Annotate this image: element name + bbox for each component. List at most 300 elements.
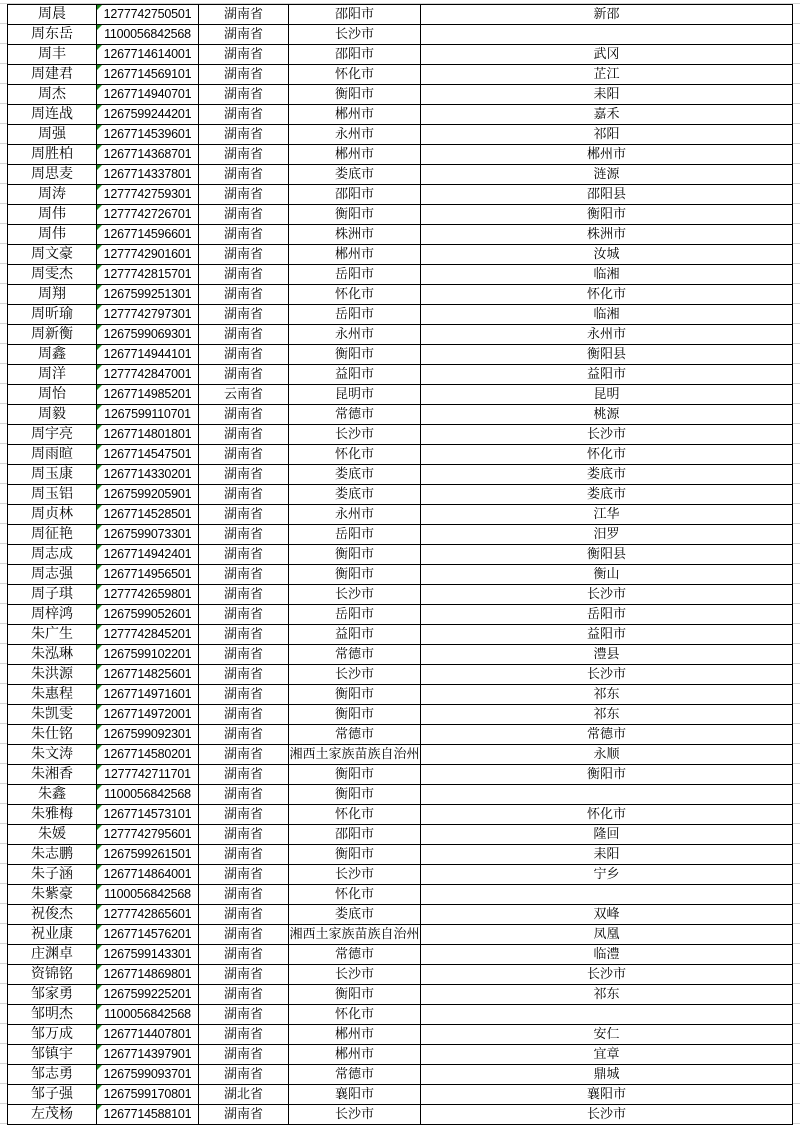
county-cell[interactable]: 郴州市 bbox=[421, 145, 793, 165]
name-cell[interactable]: 周涛 bbox=[8, 185, 97, 205]
county-cell[interactable]: 宁乡 bbox=[421, 865, 793, 885]
name-cell[interactable]: 周丰 bbox=[8, 45, 97, 65]
name-cell[interactable]: 周强 bbox=[8, 125, 97, 145]
id-cell[interactable]: 1277742847001 bbox=[97, 365, 199, 385]
name-cell[interactable]: 周志强 bbox=[8, 565, 97, 585]
city-cell[interactable]: 衡阳市 bbox=[289, 85, 421, 105]
id-cell[interactable]: 1267714368701 bbox=[97, 145, 199, 165]
county-cell[interactable]: 襄阳市 bbox=[421, 1085, 793, 1105]
id-cell[interactable]: 1267714971601 bbox=[97, 685, 199, 705]
province-cell[interactable]: 湖南省 bbox=[199, 265, 289, 285]
name-cell[interactable]: 朱仕铭 bbox=[8, 725, 97, 745]
name-cell[interactable]: 周文豪 bbox=[8, 245, 97, 265]
province-cell[interactable]: 湖南省 bbox=[199, 425, 289, 445]
name-cell[interactable]: 邹万成 bbox=[8, 1025, 97, 1045]
table-row bbox=[8, 965, 793, 985]
id-cell[interactable]: 1267714539601 bbox=[97, 125, 199, 145]
county-cell[interactable]: 长沙市 bbox=[421, 585, 793, 605]
name-cell[interactable]: 周晨 bbox=[8, 5, 97, 25]
name-cell[interactable]: 左茂杨 bbox=[8, 1105, 97, 1125]
city-cell[interactable]: 岳阳市 bbox=[289, 305, 421, 325]
id-cell[interactable]: 1277742797301 bbox=[97, 305, 199, 325]
id-cell[interactable]: 1267714956501 bbox=[97, 565, 199, 585]
name-cell[interactable]: 朱广生 bbox=[8, 625, 97, 645]
name-cell[interactable]: 周玉铝 bbox=[8, 485, 97, 505]
province-cell[interactable]: 湖南省 bbox=[199, 1005, 289, 1025]
id-cell[interactable]: 1267599092301 bbox=[97, 725, 199, 745]
province-cell[interactable]: 湖南省 bbox=[199, 605, 289, 625]
name-cell[interactable]: 周连战 bbox=[8, 105, 97, 125]
id-cell[interactable]: 1267599093701 bbox=[97, 1065, 199, 1085]
table-row bbox=[8, 125, 793, 145]
id-cell[interactable]: 1277742815701 bbox=[97, 265, 199, 285]
province-cell[interactable]: 湖南省 bbox=[199, 745, 289, 765]
city-cell[interactable]: 娄底市 bbox=[289, 905, 421, 925]
name-cell[interactable]: 周建君 bbox=[8, 65, 97, 85]
province-cell[interactable]: 湖南省 bbox=[199, 525, 289, 545]
province-cell[interactable]: 湖南省 bbox=[199, 765, 289, 785]
province-cell[interactable]: 湖南省 bbox=[199, 705, 289, 725]
province-cell[interactable]: 湖南省 bbox=[199, 105, 289, 125]
city-cell[interactable]: 永州市 bbox=[289, 125, 421, 145]
county-cell[interactable]: 芷江 bbox=[421, 65, 793, 85]
province-cell[interactable]: 湖南省 bbox=[199, 665, 289, 685]
name-cell[interactable]: 周征艳 bbox=[8, 525, 97, 545]
id-cell[interactable]: 1277742865601 bbox=[97, 905, 199, 925]
name-cell[interactable]: 周新衡 bbox=[8, 325, 97, 345]
city-cell[interactable]: 益阳市 bbox=[289, 365, 421, 385]
province-cell[interactable]: 湖南省 bbox=[199, 685, 289, 705]
city-cell[interactable]: 常德市 bbox=[289, 725, 421, 745]
county-cell[interactable]: 涟源 bbox=[421, 165, 793, 185]
name-cell[interactable]: 朱泓琳 bbox=[8, 645, 97, 665]
province-cell[interactable]: 湖南省 bbox=[199, 1045, 289, 1065]
city-cell[interactable]: 长沙市 bbox=[289, 585, 421, 605]
city-cell[interactable]: 长沙市 bbox=[289, 25, 421, 45]
city-cell[interactable]: 襄阳市 bbox=[289, 1085, 421, 1105]
province-cell[interactable]: 湖南省 bbox=[199, 585, 289, 605]
city-cell[interactable]: 衡阳市 bbox=[289, 205, 421, 225]
id-cell[interactable]: 1267599251301 bbox=[97, 285, 199, 305]
city-cell[interactable]: 长沙市 bbox=[289, 865, 421, 885]
province-cell[interactable]: 湖南省 bbox=[199, 625, 289, 645]
county-cell[interactable] bbox=[421, 885, 793, 905]
name-cell[interactable]: 邹子强 bbox=[8, 1085, 97, 1105]
id-cell[interactable]: 1267714588101 bbox=[97, 1105, 199, 1125]
id-cell[interactable]: 1267599073301 bbox=[97, 525, 199, 545]
name-cell[interactable]: 周伟 bbox=[8, 225, 97, 245]
county-cell[interactable]: 临澧 bbox=[421, 945, 793, 965]
province-cell[interactable]: 湖南省 bbox=[199, 1065, 289, 1085]
county-cell[interactable]: 祁阳 bbox=[421, 125, 793, 145]
id-cell[interactable]: 1277742845201 bbox=[97, 625, 199, 645]
name-cell[interactable]: 周昕瑜 bbox=[8, 305, 97, 325]
county-cell[interactable]: 常德市 bbox=[421, 725, 793, 745]
id-cell[interactable]: 1267714942401 bbox=[97, 545, 199, 565]
name-cell[interactable]: 朱媛 bbox=[8, 825, 97, 845]
county-cell[interactable]: 怀化市 bbox=[421, 285, 793, 305]
county-cell[interactable]: 鼎城 bbox=[421, 1065, 793, 1085]
name-cell[interactable]: 朱凯雯 bbox=[8, 705, 97, 725]
city-cell[interactable]: 长沙市 bbox=[289, 665, 421, 685]
province-cell[interactable]: 湖南省 bbox=[199, 1025, 289, 1045]
county-cell[interactable]: 临湘 bbox=[421, 305, 793, 325]
id-cell[interactable]: 1267714614001 bbox=[97, 45, 199, 65]
city-cell[interactable]: 衡阳市 bbox=[289, 685, 421, 705]
county-cell[interactable]: 衡阳县 bbox=[421, 545, 793, 565]
province-cell[interactable]: 湖南省 bbox=[199, 805, 289, 825]
county-cell[interactable]: 益阳市 bbox=[421, 365, 793, 385]
province-cell[interactable]: 云南省 bbox=[199, 385, 289, 405]
city-cell[interactable]: 株洲市 bbox=[289, 225, 421, 245]
province-cell[interactable]: 湖南省 bbox=[199, 325, 289, 345]
county-cell[interactable]: 澧县 bbox=[421, 645, 793, 665]
name-cell[interactable]: 周鑫 bbox=[8, 345, 97, 365]
province-cell[interactable]: 湖南省 bbox=[199, 945, 289, 965]
table-row bbox=[8, 645, 793, 665]
name-cell[interactable]: 周玉康 bbox=[8, 465, 97, 485]
table-row bbox=[8, 945, 793, 965]
table-row bbox=[8, 45, 793, 65]
county-cell[interactable]: 株洲市 bbox=[421, 225, 793, 245]
province-cell[interactable]: 湖南省 bbox=[199, 1105, 289, 1125]
province-cell[interactable]: 湖南省 bbox=[199, 345, 289, 365]
province-cell[interactable]: 湖南省 bbox=[199, 725, 289, 745]
county-cell[interactable]: 祁东 bbox=[421, 705, 793, 725]
province-cell[interactable]: 湖南省 bbox=[199, 45, 289, 65]
province-cell[interactable]: 湖南省 bbox=[199, 165, 289, 185]
id-cell[interactable]: 1267714580201 bbox=[97, 745, 199, 765]
id-cell[interactable]: 1267714801801 bbox=[97, 425, 199, 445]
city-cell[interactable]: 郴州市 bbox=[289, 1045, 421, 1065]
city-cell[interactable]: 怀化市 bbox=[289, 1005, 421, 1025]
city-cell[interactable]: 岳阳市 bbox=[289, 605, 421, 625]
city-cell[interactable]: 常德市 bbox=[289, 1065, 421, 1085]
table-row bbox=[8, 25, 793, 45]
city-cell[interactable]: 衡阳市 bbox=[289, 785, 421, 805]
city-cell[interactable]: 常德市 bbox=[289, 645, 421, 665]
county-cell[interactable]: 汝城 bbox=[421, 245, 793, 265]
id-cell[interactable]: 1267714330201 bbox=[97, 465, 199, 485]
id-cell[interactable]: 1100056842568 bbox=[97, 785, 199, 805]
county-cell[interactable]: 衡阳市 bbox=[421, 205, 793, 225]
county-cell[interactable]: 宜章 bbox=[421, 1045, 793, 1065]
county-cell[interactable]: 昆明 bbox=[421, 385, 793, 405]
id-cell[interactable]: 1267714825601 bbox=[97, 665, 199, 685]
city-cell[interactable]: 湘西土家族苗族自治州 bbox=[289, 925, 421, 945]
city-cell[interactable]: 湘西土家族苗族自治州 bbox=[289, 745, 421, 765]
province-cell[interactable]: 湖南省 bbox=[199, 305, 289, 325]
city-cell[interactable]: 长沙市 bbox=[289, 1105, 421, 1125]
county-cell[interactable]: 益阳市 bbox=[421, 625, 793, 645]
province-cell[interactable]: 湖北省 bbox=[199, 1085, 289, 1105]
city-cell[interactable]: 永州市 bbox=[289, 325, 421, 345]
name-cell[interactable]: 周宇亮 bbox=[8, 425, 97, 445]
id-cell[interactable]: 1100056842568 bbox=[97, 1005, 199, 1025]
table-row bbox=[8, 805, 793, 825]
county-cell[interactable]: 江华 bbox=[421, 505, 793, 525]
county-cell[interactable]: 娄底市 bbox=[421, 465, 793, 485]
table-row bbox=[8, 285, 793, 305]
id-cell[interactable]: 1267714569101 bbox=[97, 65, 199, 85]
county-cell[interactable]: 嘉禾 bbox=[421, 105, 793, 125]
province-cell[interactable]: 湖南省 bbox=[199, 365, 289, 385]
table-row bbox=[8, 1045, 793, 1065]
name-cell[interactable]: 周胜柏 bbox=[8, 145, 97, 165]
city-cell[interactable]: 娄底市 bbox=[289, 485, 421, 505]
county-cell[interactable]: 祁东 bbox=[421, 985, 793, 1005]
county-cell[interactable]: 岳阳市 bbox=[421, 605, 793, 625]
city-cell[interactable]: 郴州市 bbox=[289, 145, 421, 165]
city-cell[interactable]: 怀化市 bbox=[289, 65, 421, 85]
province-cell[interactable]: 湖南省 bbox=[199, 485, 289, 505]
county-cell[interactable]: 安仁 bbox=[421, 1025, 793, 1045]
city-cell[interactable]: 衡阳市 bbox=[289, 765, 421, 785]
id-cell[interactable]: 1277742795601 bbox=[97, 825, 199, 845]
province-cell[interactable]: 湖南省 bbox=[199, 545, 289, 565]
name-cell[interactable]: 周子琪 bbox=[8, 585, 97, 605]
id-cell[interactable]: 1267714576201 bbox=[97, 925, 199, 945]
city-cell[interactable]: 衡阳市 bbox=[289, 845, 421, 865]
county-cell[interactable]: 汨罗 bbox=[421, 525, 793, 545]
city-cell[interactable]: 常德市 bbox=[289, 945, 421, 965]
county-cell[interactable] bbox=[421, 785, 793, 805]
province-cell[interactable]: 湖南省 bbox=[199, 965, 289, 985]
province-cell[interactable]: 湖南省 bbox=[199, 645, 289, 665]
id-cell[interactable]: 1267714864001 bbox=[97, 865, 199, 885]
province-cell[interactable]: 湖南省 bbox=[199, 145, 289, 165]
table-row bbox=[8, 1005, 793, 1025]
county-cell[interactable]: 长沙市 bbox=[421, 665, 793, 685]
name-cell[interactable]: 周思麦 bbox=[8, 165, 97, 185]
city-cell[interactable]: 衡阳市 bbox=[289, 545, 421, 565]
city-cell[interactable]: 衡阳市 bbox=[289, 705, 421, 725]
county-cell[interactable]: 怀化市 bbox=[421, 445, 793, 465]
city-cell[interactable]: 怀化市 bbox=[289, 805, 421, 825]
id-cell[interactable]: 1267714869801 bbox=[97, 965, 199, 985]
id-cell[interactable]: 1277742659801 bbox=[97, 585, 199, 605]
name-cell[interactable]: 朱文涛 bbox=[8, 745, 97, 765]
name-cell[interactable]: 资锦铭 bbox=[8, 965, 97, 985]
id-cell[interactable]: 1277742711701 bbox=[97, 765, 199, 785]
city-cell[interactable]: 益阳市 bbox=[289, 625, 421, 645]
name-cell[interactable]: 朱湘香 bbox=[8, 765, 97, 785]
id-cell[interactable]: 1100056842568 bbox=[97, 885, 199, 905]
county-cell[interactable]: 祁东 bbox=[421, 685, 793, 705]
province-cell[interactable]: 湖南省 bbox=[199, 245, 289, 265]
province-cell[interactable]: 湖南省 bbox=[199, 845, 289, 865]
name-cell[interactable]: 邹家勇 bbox=[8, 985, 97, 1005]
name-cell[interactable]: 周毅 bbox=[8, 405, 97, 425]
county-cell[interactable]: 双峰 bbox=[421, 905, 793, 925]
name-cell[interactable]: 周伟 bbox=[8, 205, 97, 225]
name-cell[interactable]: 周雨暄 bbox=[8, 445, 97, 465]
county-cell[interactable]: 隆回 bbox=[421, 825, 793, 845]
id-cell[interactable]: 1277742759301 bbox=[97, 185, 199, 205]
county-cell[interactable]: 临湘 bbox=[421, 265, 793, 285]
name-cell[interactable]: 邹志勇 bbox=[8, 1065, 97, 1085]
city-cell[interactable]: 郴州市 bbox=[289, 245, 421, 265]
id-cell[interactable]: 1267714528501 bbox=[97, 505, 199, 525]
province-cell[interactable]: 湖南省 bbox=[199, 225, 289, 245]
table-row bbox=[8, 305, 793, 325]
id-cell[interactable]: 1267599069301 bbox=[97, 325, 199, 345]
province-cell[interactable]: 湖南省 bbox=[199, 205, 289, 225]
city-cell[interactable]: 邵阳市 bbox=[289, 45, 421, 65]
table-row bbox=[8, 845, 793, 865]
province-cell[interactable]: 湖南省 bbox=[199, 185, 289, 205]
name-cell[interactable]: 庄渊卓 bbox=[8, 945, 97, 965]
city-cell[interactable]: 怀化市 bbox=[289, 885, 421, 905]
province-cell[interactable]: 湖南省 bbox=[199, 85, 289, 105]
table-row bbox=[8, 865, 793, 885]
province-cell[interactable]: 湖南省 bbox=[199, 905, 289, 925]
city-cell[interactable]: 衡阳市 bbox=[289, 565, 421, 585]
name-cell[interactable]: 朱志鹏 bbox=[8, 845, 97, 865]
name-cell[interactable]: 周洋 bbox=[8, 365, 97, 385]
province-cell[interactable]: 湖南省 bbox=[199, 865, 289, 885]
name-cell[interactable]: 周志成 bbox=[8, 545, 97, 565]
table-row bbox=[8, 1025, 793, 1045]
table-row bbox=[8, 545, 793, 565]
id-cell[interactable]: 1267599052601 bbox=[97, 605, 199, 625]
county-cell[interactable] bbox=[421, 1005, 793, 1025]
province-cell[interactable]: 湖南省 bbox=[199, 825, 289, 845]
county-cell[interactable]: 长沙市 bbox=[421, 1105, 793, 1125]
city-cell[interactable]: 怀化市 bbox=[289, 285, 421, 305]
name-cell[interactable]: 朱洪源 bbox=[8, 665, 97, 685]
city-cell[interactable]: 郴州市 bbox=[289, 105, 421, 125]
name-cell[interactable]: 祝业康 bbox=[8, 925, 97, 945]
id-cell[interactable]: 1267599225201 bbox=[97, 985, 199, 1005]
id-cell[interactable]: 1267599170801 bbox=[97, 1085, 199, 1105]
city-cell[interactable]: 长沙市 bbox=[289, 965, 421, 985]
province-cell[interactable]: 湖南省 bbox=[199, 885, 289, 905]
city-cell[interactable]: 衡阳市 bbox=[289, 345, 421, 365]
province-cell[interactable]: 湖南省 bbox=[199, 985, 289, 1005]
county-cell[interactable]: 耒阳 bbox=[421, 85, 793, 105]
county-cell[interactable]: 邵阳县 bbox=[421, 185, 793, 205]
county-cell[interactable]: 桃源 bbox=[421, 405, 793, 425]
name-cell[interactable]: 周翔 bbox=[8, 285, 97, 305]
name-cell[interactable]: 周杰 bbox=[8, 85, 97, 105]
county-cell[interactable]: 耒阳 bbox=[421, 845, 793, 865]
province-cell[interactable]: 湖南省 bbox=[199, 285, 289, 305]
county-cell[interactable]: 武冈 bbox=[421, 45, 793, 65]
id-cell[interactable]: 1277742726701 bbox=[97, 205, 199, 225]
id-cell[interactable]: 1267599102201 bbox=[97, 645, 199, 665]
city-cell[interactable]: 昆明市 bbox=[289, 385, 421, 405]
name-cell[interactable]: 周梓鸿 bbox=[8, 605, 97, 625]
city-cell[interactable]: 怀化市 bbox=[289, 445, 421, 465]
city-cell[interactable]: 邵阳市 bbox=[289, 825, 421, 845]
province-cell[interactable]: 湖南省 bbox=[199, 25, 289, 45]
id-cell[interactable]: 1267599143301 bbox=[97, 945, 199, 965]
id-cell[interactable]: 1267599110701 bbox=[97, 405, 199, 425]
province-cell[interactable]: 湖南省 bbox=[199, 565, 289, 585]
id-cell[interactable]: 1267714944101 bbox=[97, 345, 199, 365]
province-cell[interactable]: 湖南省 bbox=[199, 505, 289, 525]
id-cell[interactable]: 1267714337801 bbox=[97, 165, 199, 185]
city-cell[interactable]: 岳阳市 bbox=[289, 265, 421, 285]
province-cell[interactable]: 湖南省 bbox=[199, 925, 289, 945]
name-cell[interactable]: 朱惠程 bbox=[8, 685, 97, 705]
id-cell[interactable]: 1267599205901 bbox=[97, 485, 199, 505]
table-row bbox=[8, 425, 793, 445]
spreadsheet-table bbox=[7, 4, 793, 1125]
county-cell[interactable]: 衡山 bbox=[421, 565, 793, 585]
id-cell[interactable]: 1267714547501 bbox=[97, 445, 199, 465]
table-row bbox=[8, 585, 793, 605]
id-cell[interactable]: 1267714972001 bbox=[97, 705, 199, 725]
province-cell[interactable]: 湖南省 bbox=[199, 785, 289, 805]
name-cell[interactable]: 朱紫豪 bbox=[8, 885, 97, 905]
county-cell[interactable]: 长沙市 bbox=[421, 425, 793, 445]
table-row bbox=[8, 765, 793, 785]
name-cell[interactable]: 周怡 bbox=[8, 385, 97, 405]
name-cell[interactable]: 周贞林 bbox=[8, 505, 97, 525]
province-cell[interactable]: 湖南省 bbox=[199, 65, 289, 85]
county-cell[interactable]: 衡阳市 bbox=[421, 765, 793, 785]
id-cell[interactable]: 1267714407801 bbox=[97, 1025, 199, 1045]
city-cell[interactable]: 娄底市 bbox=[289, 465, 421, 485]
county-cell[interactable]: 凤凰 bbox=[421, 925, 793, 945]
name-cell[interactable]: 祝俊杰 bbox=[8, 905, 97, 925]
city-cell[interactable]: 永州市 bbox=[289, 505, 421, 525]
city-cell[interactable]: 郴州市 bbox=[289, 1025, 421, 1045]
province-cell[interactable]: 湖南省 bbox=[199, 405, 289, 425]
county-cell[interactable] bbox=[421, 25, 793, 45]
id-cell[interactable]: 1277742750501 bbox=[97, 5, 199, 25]
city-cell[interactable]: 衡阳市 bbox=[289, 985, 421, 1005]
id-cell[interactable]: 1267714985201 bbox=[97, 385, 199, 405]
id-cell[interactable]: 1277742901601 bbox=[97, 245, 199, 265]
county-cell[interactable]: 怀化市 bbox=[421, 805, 793, 825]
city-cell[interactable]: 邵阳市 bbox=[289, 185, 421, 205]
id-cell[interactable]: 1100056842568 bbox=[97, 25, 199, 45]
province-cell[interactable]: 湖南省 bbox=[199, 445, 289, 465]
county-cell[interactable]: 永顺 bbox=[421, 745, 793, 765]
name-cell[interactable]: 邹明杰 bbox=[8, 1005, 97, 1025]
table-row bbox=[8, 485, 793, 505]
city-cell[interactable]: 邵阳市 bbox=[289, 5, 421, 25]
county-cell[interactable]: 新邵 bbox=[421, 5, 793, 25]
county-cell[interactable]: 永州市 bbox=[421, 325, 793, 345]
id-cell[interactable]: 1267599244201 bbox=[97, 105, 199, 125]
name-cell[interactable]: 周雯杰 bbox=[8, 265, 97, 285]
id-cell[interactable]: 1267714573101 bbox=[97, 805, 199, 825]
name-cell[interactable]: 朱子涵 bbox=[8, 865, 97, 885]
city-cell[interactable]: 常德市 bbox=[289, 405, 421, 425]
county-cell[interactable]: 长沙市 bbox=[421, 965, 793, 985]
county-cell[interactable]: 娄底市 bbox=[421, 485, 793, 505]
id-cell[interactable]: 1267714397901 bbox=[97, 1045, 199, 1065]
city-cell[interactable]: 岳阳市 bbox=[289, 525, 421, 545]
city-cell[interactable]: 长沙市 bbox=[289, 425, 421, 445]
name-cell[interactable]: 周东岳 bbox=[8, 25, 97, 45]
province-cell[interactable]: 湖南省 bbox=[199, 125, 289, 145]
id-cell[interactable]: 1267714596601 bbox=[97, 225, 199, 245]
city-cell[interactable]: 娄底市 bbox=[289, 165, 421, 185]
id-cell[interactable]: 1267714940701 bbox=[97, 85, 199, 105]
name-cell[interactable]: 朱鑫 bbox=[8, 785, 97, 805]
province-cell[interactable]: 湖南省 bbox=[199, 5, 289, 25]
province-cell[interactable]: 湖南省 bbox=[199, 465, 289, 485]
id-cell[interactable]: 1267599261501 bbox=[97, 845, 199, 865]
county-cell[interactable]: 衡阳县 bbox=[421, 345, 793, 365]
name-cell[interactable]: 朱雅梅 bbox=[8, 805, 97, 825]
name-cell[interactable]: 邹镇宇 bbox=[8, 1045, 97, 1065]
